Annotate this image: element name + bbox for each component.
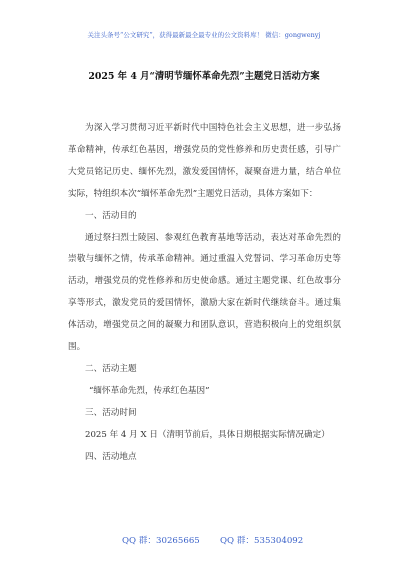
section-heading-time: 三、活动时间	[85, 407, 137, 418]
document-title: 2025 年 4 月“清明节缅怀革命先烈”主题党日活动方案	[88, 71, 320, 82]
qq-group-right: QQ 群：535304092	[220, 536, 304, 546]
promo-banner: 关注头条号“公文研究”，获得最新最全最专业的公文资料库！ 微信：gongwenyj	[87, 31, 321, 39]
time-paragraph: 2025 年 4 月 X 日（清明节前后，具体日期根据实际情况确定）	[85, 429, 330, 440]
qq-group-left: QQ 群：30265665	[122, 536, 200, 546]
section-heading-purpose: 一、活动目的	[85, 210, 137, 221]
purpose-paragraph: 通过祭扫烈士陵园、参观红色教育基地等活动，表达对革命先烈的崇敬与缅怀之情，传承革命精神。通过重温入党誓词、学习革命历史等活动，增强党员的党性修养和历史使命感。通过主题党课、红色故事分享等形式，激发党员的爱国情怀，激励大家在新时代继续奋斗。通过集体活动，增强党员之间的凝聚力和团队意识，营造积极向上的党组织氛围。	[68, 232, 341, 353]
theme-paragraph: “缅怀革命先烈，传承红色基因”	[89, 385, 210, 396]
document-body	[68, 118, 341, 469]
section-heading-theme: 二、活动主题	[85, 363, 137, 374]
intro-paragraph: 为深入学习贯彻习近平新时代中国特色社会主义思想，进一步弘扬革命精神，传承红色基因，增强党员的党性修养和历史责任感，引导广大党员铭记历史、缅怀先烈，激发爱国情怀，凝聚奋进力量，结合单位实际，特组织本次“缅怀革命先烈”主题党日活动，具体方案如下：	[68, 123, 341, 199]
section-heading-location: 四、活动地点	[85, 451, 137, 462]
